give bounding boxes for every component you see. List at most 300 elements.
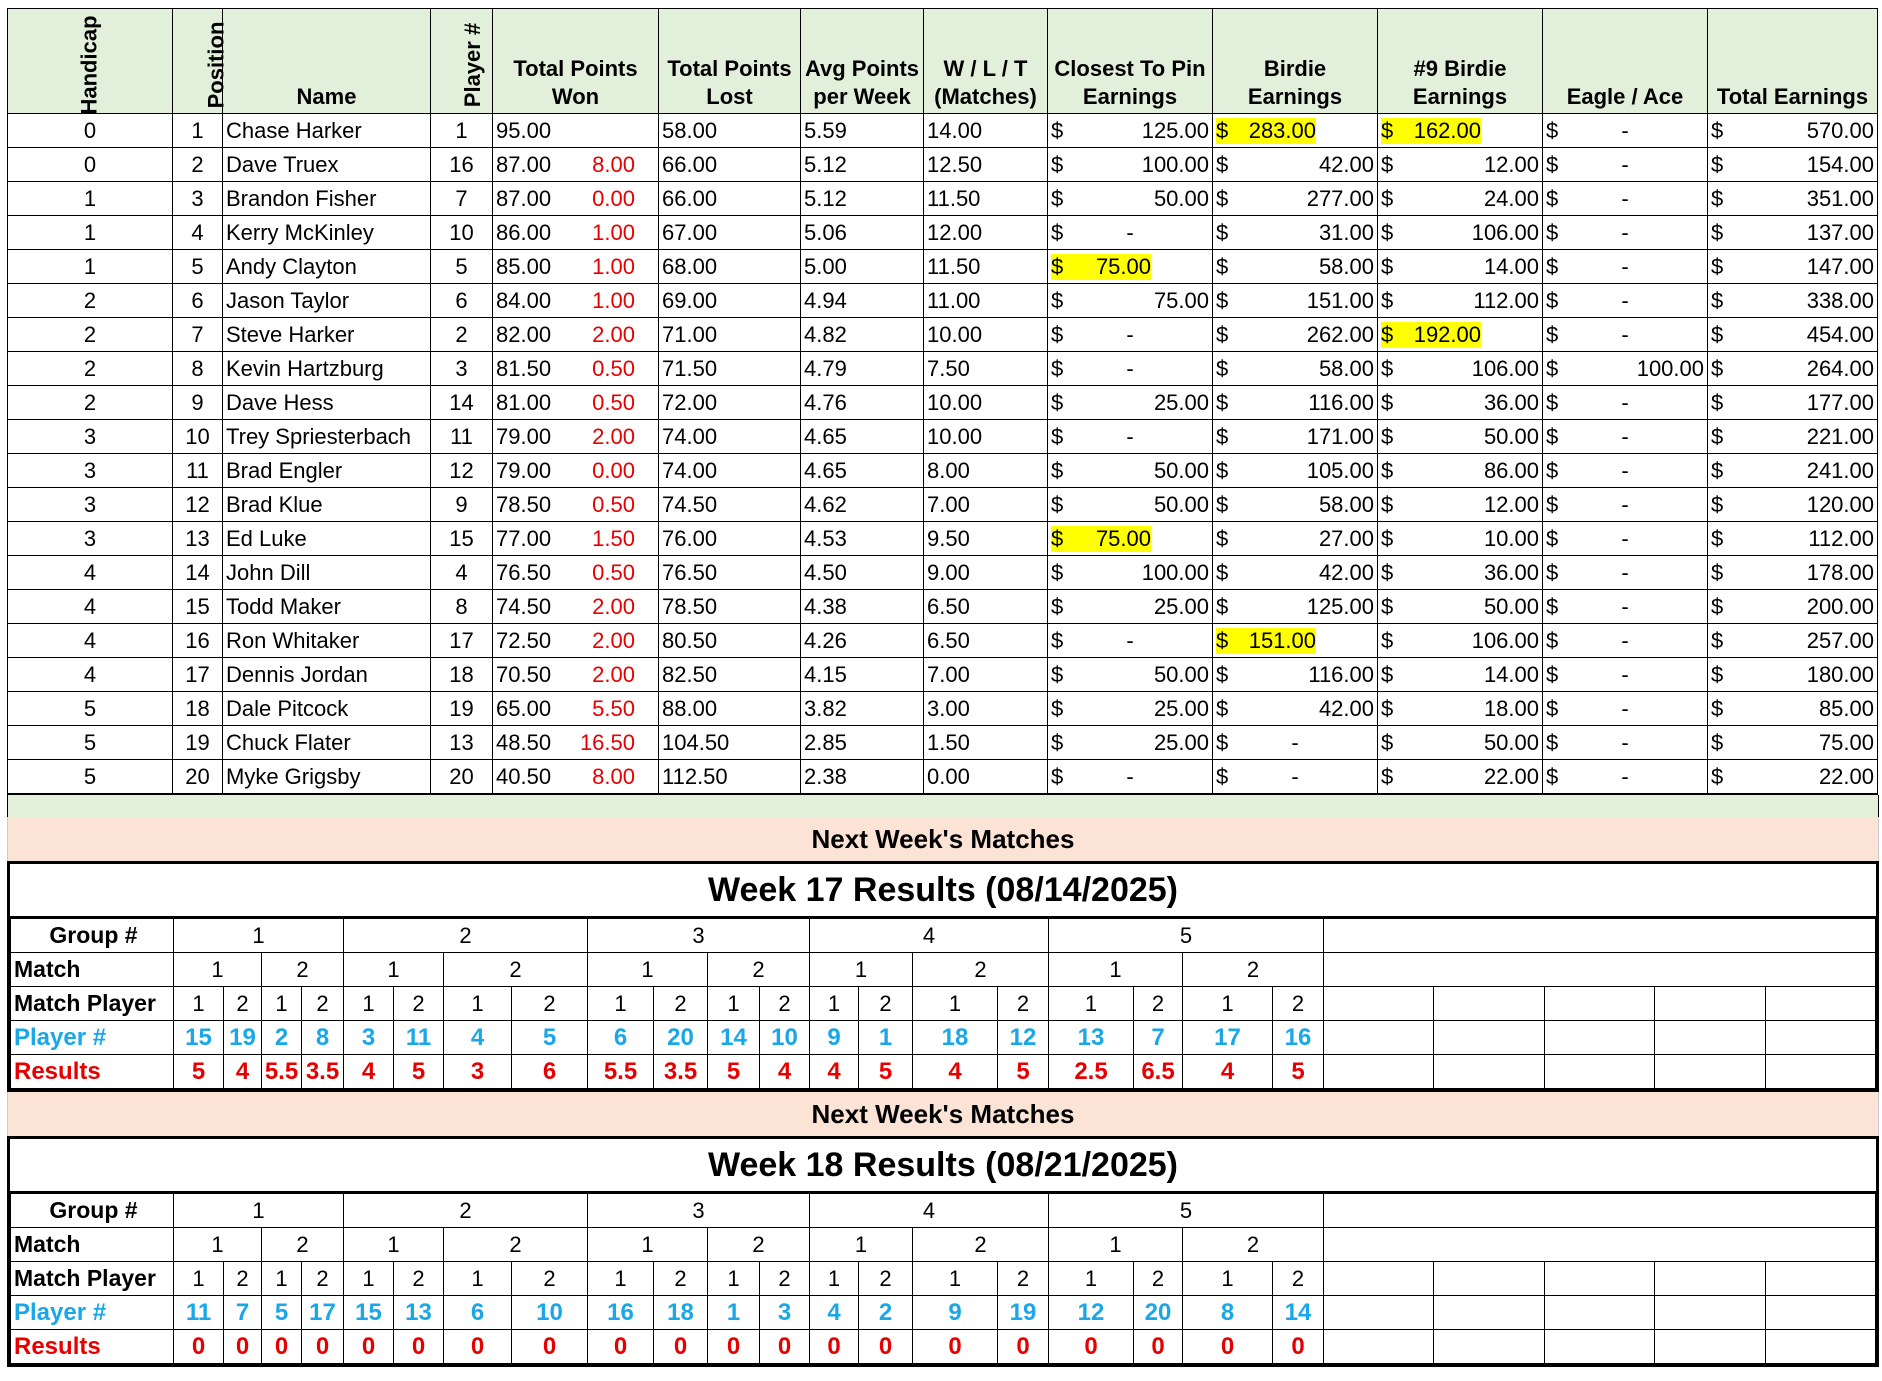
result-cell[interactable]: 4 [810, 1055, 859, 1089]
player-number-cell[interactable]: 16 [1273, 1021, 1324, 1055]
nine-birdie-cell[interactable] [1378, 114, 1543, 148]
header-name[interactable]: Name [223, 9, 431, 114]
player-number-cell[interactable]: 15 [344, 1296, 394, 1330]
player-number-cell[interactable]: 17 [431, 624, 493, 658]
player-number-cell[interactable]: 4 [431, 556, 493, 590]
total-earnings-cell[interactable] [1708, 658, 1878, 692]
player-number-cell[interactable]: 12 [1049, 1296, 1134, 1330]
points-won-cell[interactable] [493, 522, 659, 556]
match-player-cell[interactable]: 1 [1049, 987, 1134, 1021]
match-player-cell[interactable]: 1 [708, 987, 760, 1021]
player-number-cell[interactable]: 13 [1049, 1021, 1134, 1055]
wlt-cell[interactable]: 10.00 [924, 420, 1048, 454]
header-handicap[interactable]: Handicap [8, 9, 173, 114]
name-cell[interactable]: Kerry McKinley [223, 216, 431, 250]
player-number-cell[interactable]: 10 [760, 1021, 810, 1055]
player-number-cell[interactable]: 14 [431, 386, 493, 420]
name-cell[interactable]: Dave Truex [223, 148, 431, 182]
points-lost-cell[interactable]: 68.00 [659, 250, 801, 284]
name-cell[interactable]: Chase Harker [223, 114, 431, 148]
avg-points-cell[interactable]: 5.06 [801, 216, 924, 250]
player-number-cell[interactable]: 5 [431, 250, 493, 284]
match-cell[interactable]: 2 [913, 953, 1049, 987]
avg-points-cell[interactable]: 4.82 [801, 318, 924, 352]
position-cell[interactable]: 9 [173, 386, 223, 420]
points-won-cell[interactable] [493, 216, 659, 250]
match-player-cell[interactable]: 2 [998, 1262, 1049, 1296]
player-number-cell[interactable]: 4 [444, 1021, 512, 1055]
points-lost-cell[interactable]: 58.00 [659, 114, 801, 148]
closest-to-pin-cell[interactable] [1048, 726, 1213, 760]
header-avg-points[interactable]: Avg Points per Week [801, 9, 924, 114]
total-earnings-cell[interactable] [1708, 488, 1878, 522]
player-number-cell[interactable]: 20 [654, 1021, 708, 1055]
closest-to-pin-cell[interactable] [1048, 692, 1213, 726]
nine-birdie-cell[interactable] [1378, 590, 1543, 624]
match-player-cell[interactable]: 2 [512, 987, 588, 1021]
match-player-cell[interactable]: 1 [708, 1262, 760, 1296]
total-earnings-cell[interactable] [1708, 386, 1878, 420]
group-cell[interactable]: 2 [344, 1194, 588, 1228]
match-player-cell[interactable]: 2 [302, 1262, 344, 1296]
handicap-cell[interactable]: 4 [8, 624, 173, 658]
points-lost-cell[interactable]: 76.50 [659, 556, 801, 590]
match-player-cell[interactable]: 2 [859, 987, 913, 1021]
match-player-cell[interactable]: 2 [654, 987, 708, 1021]
empty-cell[interactable] [1765, 987, 1875, 1021]
player-number-cell[interactable]: 19 [998, 1296, 1049, 1330]
player-number-cell[interactable]: 19 [431, 692, 493, 726]
match-player-cell[interactable]: 2 [224, 987, 262, 1021]
total-earnings-cell[interactable] [1708, 624, 1878, 658]
total-earnings-cell[interactable] [1708, 522, 1878, 556]
birdie-earnings-cell[interactable] [1213, 590, 1378, 624]
points-won-cell[interactable] [493, 182, 659, 216]
wlt-cell[interactable]: 7.00 [924, 488, 1048, 522]
points-won-cell[interactable] [493, 556, 659, 590]
player-number-cell[interactable]: 7 [224, 1296, 262, 1330]
result-cell[interactable]: 3.5 [302, 1055, 344, 1089]
name-cell[interactable]: Brad Klue [223, 488, 431, 522]
player-number-cell[interactable]: 2 [859, 1296, 913, 1330]
points-lost-cell[interactable]: 88.00 [659, 692, 801, 726]
player-number-cell[interactable]: 7 [1134, 1021, 1183, 1055]
empty-cell[interactable] [1655, 1262, 1765, 1296]
handicap-cell[interactable]: 1 [8, 250, 173, 284]
wlt-cell[interactable]: 12.50 [924, 148, 1048, 182]
points-won-cell[interactable] [493, 420, 659, 454]
name-cell[interactable]: Dennis Jordan [223, 658, 431, 692]
closest-to-pin-cell[interactable] [1048, 556, 1213, 590]
result-cell[interactable]: 6.5 [1134, 1055, 1183, 1089]
total-earnings-cell[interactable] [1708, 352, 1878, 386]
eagle-ace-cell[interactable] [1543, 522, 1708, 556]
handicap-cell[interactable]: 0 [8, 148, 173, 182]
match-player-cell[interactable]: 2 [760, 987, 810, 1021]
eagle-ace-cell[interactable] [1543, 488, 1708, 522]
header-position[interactable]: Position [173, 9, 223, 114]
group-cell[interactable]: 4 [810, 919, 1049, 953]
nine-birdie-cell[interactable] [1378, 726, 1543, 760]
empty-cell[interactable] [1765, 1021, 1875, 1055]
eagle-ace-cell[interactable] [1543, 726, 1708, 760]
total-earnings-cell[interactable] [1708, 284, 1878, 318]
result-cell[interactable]: 0 [444, 1330, 512, 1364]
empty-cell[interactable] [1324, 987, 1434, 1021]
handicap-cell[interactable]: 2 [8, 318, 173, 352]
eagle-ace-cell[interactable] [1543, 760, 1708, 795]
total-earnings-cell[interactable] [1708, 148, 1878, 182]
empty-cell[interactable] [1434, 1021, 1544, 1055]
result-cell[interactable]: 3.5 [654, 1055, 708, 1089]
position-cell[interactable]: 2 [173, 148, 223, 182]
match-player-cell[interactable]: 2 [512, 1262, 588, 1296]
birdie-earnings-cell[interactable] [1213, 726, 1378, 760]
birdie-earnings-cell[interactable] [1213, 250, 1378, 284]
birdie-earnings-cell[interactable] [1213, 624, 1378, 658]
name-cell[interactable]: Andy Clayton [223, 250, 431, 284]
match-cell[interactable]: 2 [708, 1228, 810, 1262]
player-number-cell[interactable]: 6 [444, 1296, 512, 1330]
points-lost-cell[interactable]: 67.00 [659, 216, 801, 250]
match-player-cell[interactable]: 2 [760, 1262, 810, 1296]
nine-birdie-cell[interactable] [1378, 624, 1543, 658]
name-cell[interactable]: Kevin Hartzburg [223, 352, 431, 386]
birdie-earnings-cell[interactable] [1213, 556, 1378, 590]
nine-birdie-cell[interactable] [1378, 420, 1543, 454]
position-cell[interactable]: 8 [173, 352, 223, 386]
match-player-cell[interactable]: 1 [174, 1262, 224, 1296]
points-lost-cell[interactable]: 74.00 [659, 420, 801, 454]
total-earnings-cell[interactable] [1708, 250, 1878, 284]
avg-points-cell[interactable]: 4.38 [801, 590, 924, 624]
player-number-cell[interactable]: 1 [708, 1296, 760, 1330]
player-number-cell[interactable]: 6 [588, 1021, 654, 1055]
result-cell[interactable]: 3 [444, 1055, 512, 1089]
match-player-cell[interactable]: 2 [654, 1262, 708, 1296]
eagle-ace-cell[interactable] [1543, 624, 1708, 658]
wlt-cell[interactable]: 14.00 [924, 114, 1048, 148]
points-won-cell[interactable] [493, 454, 659, 488]
match-cell[interactable]: 1 [174, 953, 262, 987]
group-cell[interactable]: 5 [1049, 1194, 1324, 1228]
birdie-earnings-cell[interactable] [1213, 284, 1378, 318]
player-number-cell[interactable]: 14 [708, 1021, 760, 1055]
closest-to-pin-cell[interactable] [1048, 522, 1213, 556]
avg-points-cell[interactable]: 4.26 [801, 624, 924, 658]
handicap-cell[interactable]: 2 [8, 352, 173, 386]
empty-cell[interactable] [1655, 1330, 1765, 1364]
points-won-cell[interactable] [493, 590, 659, 624]
result-cell[interactable]: 0 [1134, 1330, 1183, 1364]
avg-points-cell[interactable]: 4.79 [801, 352, 924, 386]
empty-cell[interactable] [1765, 1330, 1875, 1364]
player-number-cell[interactable]: 2 [431, 318, 493, 352]
player-number-cell[interactable]: 6 [431, 284, 493, 318]
eagle-ace-cell[interactable] [1543, 454, 1708, 488]
name-cell[interactable]: Ed Luke [223, 522, 431, 556]
avg-points-cell[interactable]: 5.59 [801, 114, 924, 148]
avg-points-cell[interactable]: 4.65 [801, 420, 924, 454]
total-earnings-cell[interactable] [1708, 216, 1878, 250]
result-cell[interactable]: 0 [708, 1330, 760, 1364]
player-number-cell[interactable]: 5 [512, 1021, 588, 1055]
match-player-cell[interactable]: 2 [859, 1262, 913, 1296]
result-cell[interactable]: 5.5 [262, 1055, 302, 1089]
birdie-earnings-cell[interactable] [1213, 114, 1378, 148]
match-player-cell[interactable]: 1 [1049, 1262, 1134, 1296]
player-number-cell[interactable]: 20 [431, 760, 493, 795]
closest-to-pin-cell[interactable] [1048, 148, 1213, 182]
closest-to-pin-cell[interactable] [1048, 318, 1213, 352]
birdie-earnings-cell[interactable] [1213, 658, 1378, 692]
avg-points-cell[interactable]: 5.12 [801, 182, 924, 216]
handicap-cell[interactable]: 5 [8, 760, 173, 795]
match-cell[interactable]: 1 [1049, 1228, 1183, 1262]
points-lost-cell[interactable]: 74.50 [659, 488, 801, 522]
group-cell[interactable]: 4 [810, 1194, 1049, 1228]
nine-birdie-cell[interactable] [1378, 318, 1543, 352]
nine-birdie-cell[interactable] [1378, 522, 1543, 556]
header-birdie-earnings[interactable]: Birdie Earnings [1213, 9, 1378, 114]
total-earnings-cell[interactable] [1708, 318, 1878, 352]
header-total-earnings[interactable]: Total Earnings [1708, 9, 1878, 114]
header-closest-to-pin[interactable]: Closest To Pin Earnings [1048, 9, 1213, 114]
wlt-cell[interactable]: 12.00 [924, 216, 1048, 250]
result-cell[interactable]: 0 [760, 1330, 810, 1364]
result-cell[interactable]: 0 [224, 1330, 262, 1364]
position-cell[interactable]: 6 [173, 284, 223, 318]
nine-birdie-cell[interactable] [1378, 658, 1543, 692]
match-player-cell[interactable]: 1 [444, 1262, 512, 1296]
empty-cell[interactable] [1544, 1021, 1654, 1055]
empty-cell[interactable] [1655, 1055, 1765, 1089]
match-player-cell[interactable]: 2 [224, 1262, 262, 1296]
avg-points-cell[interactable]: 2.38 [801, 760, 924, 795]
player-number-cell[interactable]: 11 [174, 1296, 224, 1330]
match-player-cell[interactable]: 1 [1183, 987, 1273, 1021]
empty-cell[interactable] [1324, 1194, 1876, 1228]
eagle-ace-cell[interactable] [1543, 318, 1708, 352]
handicap-cell[interactable]: 0 [8, 114, 173, 148]
closest-to-pin-cell[interactable] [1048, 352, 1213, 386]
closest-to-pin-cell[interactable] [1048, 250, 1213, 284]
player-number-cell[interactable]: 11 [431, 420, 493, 454]
wlt-cell[interactable]: 11.50 [924, 250, 1048, 284]
handicap-cell[interactable]: 5 [8, 726, 173, 760]
empty-cell[interactable] [1434, 1330, 1544, 1364]
wlt-cell[interactable]: 9.50 [924, 522, 1048, 556]
match-cell[interactable]: 1 [810, 1228, 913, 1262]
match-player-cell[interactable]: 1 [1183, 1262, 1273, 1296]
empty-cell[interactable] [1324, 1330, 1434, 1364]
handicap-cell[interactable]: 4 [8, 556, 173, 590]
match-player-cell[interactable]: 2 [394, 987, 444, 1021]
position-cell[interactable]: 5 [173, 250, 223, 284]
match-player-cell[interactable]: 1 [444, 987, 512, 1021]
nine-birdie-cell[interactable] [1378, 556, 1543, 590]
handicap-cell[interactable]: 2 [8, 284, 173, 318]
player-number-cell[interactable]: 8 [431, 590, 493, 624]
name-cell[interactable]: Brad Engler [223, 454, 431, 488]
eagle-ace-cell[interactable] [1543, 658, 1708, 692]
match-cell[interactable]: 2 [1183, 953, 1324, 987]
points-won-cell[interactable] [493, 284, 659, 318]
closest-to-pin-cell[interactable] [1048, 454, 1213, 488]
position-cell[interactable]: 10 [173, 420, 223, 454]
result-cell[interactable]: 0 [1049, 1330, 1134, 1364]
points-won-cell[interactable] [493, 352, 659, 386]
name-cell[interactable]: Jason Taylor [223, 284, 431, 318]
result-cell[interactable]: 0 [174, 1330, 224, 1364]
total-earnings-cell[interactable] [1708, 114, 1878, 148]
eagle-ace-cell[interactable] [1543, 114, 1708, 148]
header-player-number[interactable]: Player # [431, 9, 493, 114]
wlt-cell[interactable]: 1.50 [924, 726, 1048, 760]
player-number-cell[interactable]: 7 [431, 182, 493, 216]
points-lost-cell[interactable]: 104.50 [659, 726, 801, 760]
match-player-cell[interactable]: 1 [344, 1262, 394, 1296]
position-cell[interactable]: 3 [173, 182, 223, 216]
name-cell[interactable]: Steve Harker [223, 318, 431, 352]
player-number-cell[interactable]: 13 [394, 1296, 444, 1330]
position-cell[interactable]: 19 [173, 726, 223, 760]
match-player-cell[interactable]: 1 [588, 1262, 654, 1296]
wlt-cell[interactable]: 7.50 [924, 352, 1048, 386]
result-cell[interactable]: 5 [174, 1055, 224, 1089]
player-number-cell[interactable]: 17 [1183, 1021, 1273, 1055]
birdie-earnings-cell[interactable] [1213, 216, 1378, 250]
player-number-cell[interactable]: 12 [431, 454, 493, 488]
player-number-cell[interactable]: 16 [588, 1296, 654, 1330]
empty-cell[interactable] [1544, 1262, 1654, 1296]
empty-cell[interactable] [1434, 987, 1544, 1021]
position-cell[interactable]: 17 [173, 658, 223, 692]
result-cell[interactable]: 0 [1273, 1330, 1324, 1364]
points-lost-cell[interactable]: 69.00 [659, 284, 801, 318]
match-player-cell[interactable]: 1 [588, 987, 654, 1021]
nine-birdie-cell[interactable] [1378, 148, 1543, 182]
match-player-cell[interactable]: 1 [344, 987, 394, 1021]
result-cell[interactable]: 4 [344, 1055, 394, 1089]
closest-to-pin-cell[interactable] [1048, 590, 1213, 624]
avg-points-cell[interactable]: 4.65 [801, 454, 924, 488]
birdie-earnings-cell[interactable] [1213, 182, 1378, 216]
player-number-cell[interactable]: 3 [431, 352, 493, 386]
player-number-cell[interactable]: 18 [431, 658, 493, 692]
match-cell[interactable]: 2 [262, 953, 344, 987]
avg-points-cell[interactable]: 4.94 [801, 284, 924, 318]
closest-to-pin-cell[interactable] [1048, 420, 1213, 454]
empty-cell[interactable] [1765, 1055, 1875, 1089]
empty-cell[interactable] [1324, 1296, 1434, 1330]
avg-points-cell[interactable]: 4.15 [801, 658, 924, 692]
player-number-cell[interactable]: 11 [394, 1021, 444, 1055]
points-won-cell[interactable] [493, 726, 659, 760]
match-player-cell[interactable]: 1 [174, 987, 224, 1021]
name-cell[interactable]: John Dill [223, 556, 431, 590]
handicap-cell[interactable]: 4 [8, 590, 173, 624]
match-cell[interactable]: 1 [174, 1228, 262, 1262]
empty-cell[interactable] [1544, 1296, 1654, 1330]
player-number-cell[interactable]: 18 [913, 1021, 998, 1055]
avg-points-cell[interactable]: 4.62 [801, 488, 924, 522]
match-player-cell[interactable]: 2 [1134, 1262, 1183, 1296]
wlt-cell[interactable]: 3.00 [924, 692, 1048, 726]
points-lost-cell[interactable]: 112.50 [659, 760, 801, 795]
eagle-ace-cell[interactable] [1543, 148, 1708, 182]
name-cell[interactable]: Dale Pitcock [223, 692, 431, 726]
position-cell[interactable]: 4 [173, 216, 223, 250]
avg-points-cell[interactable]: 3.82 [801, 692, 924, 726]
position-cell[interactable]: 7 [173, 318, 223, 352]
player-number-cell[interactable]: 13 [431, 726, 493, 760]
total-earnings-cell[interactable] [1708, 182, 1878, 216]
player-number-cell[interactable]: 10 [512, 1296, 588, 1330]
empty-cell[interactable] [1544, 1330, 1654, 1364]
birdie-earnings-cell[interactable] [1213, 318, 1378, 352]
player-number-cell[interactable]: 5 [262, 1296, 302, 1330]
position-cell[interactable]: 14 [173, 556, 223, 590]
player-number-cell[interactable]: 16 [431, 148, 493, 182]
result-cell[interactable]: 0 [262, 1330, 302, 1364]
result-cell[interactable]: 0 [588, 1330, 654, 1364]
closest-to-pin-cell[interactable] [1048, 216, 1213, 250]
match-cell[interactable]: 2 [708, 953, 810, 987]
position-cell[interactable]: 16 [173, 624, 223, 658]
player-number-cell[interactable]: 9 [431, 488, 493, 522]
handicap-cell[interactable]: 1 [8, 182, 173, 216]
result-cell[interactable]: 5 [998, 1055, 1049, 1089]
wlt-cell[interactable]: 11.50 [924, 182, 1048, 216]
handicap-cell[interactable]: 3 [8, 522, 173, 556]
group-cell[interactable]: 1 [174, 919, 344, 953]
result-cell[interactable]: 0 [344, 1330, 394, 1364]
player-number-cell[interactable]: 19 [224, 1021, 262, 1055]
wlt-cell[interactable]: 9.00 [924, 556, 1048, 590]
points-lost-cell[interactable]: 76.00 [659, 522, 801, 556]
name-cell[interactable]: Todd Maker [223, 590, 431, 624]
player-number-cell[interactable]: 12 [998, 1021, 1049, 1055]
points-lost-cell[interactable]: 66.00 [659, 182, 801, 216]
result-cell[interactable]: 0 [1183, 1330, 1273, 1364]
points-won-cell[interactable] [493, 114, 659, 148]
player-number-cell[interactable]: 4 [810, 1296, 859, 1330]
match-player-cell[interactable]: 2 [998, 987, 1049, 1021]
closest-to-pin-cell[interactable] [1048, 182, 1213, 216]
nine-birdie-cell[interactable] [1378, 692, 1543, 726]
result-cell[interactable]: 4 [224, 1055, 262, 1089]
closest-to-pin-cell[interactable] [1048, 488, 1213, 522]
closest-to-pin-cell[interactable] [1048, 284, 1213, 318]
points-lost-cell[interactable]: 72.00 [659, 386, 801, 420]
eagle-ace-cell[interactable] [1543, 556, 1708, 590]
total-earnings-cell[interactable] [1708, 726, 1878, 760]
player-number-cell[interactable]: 1 [859, 1021, 913, 1055]
empty-cell[interactable] [1324, 1228, 1876, 1262]
wlt-cell[interactable]: 11.00 [924, 284, 1048, 318]
header-nine-birdie[interactable]: #9 Birdie Earnings [1378, 9, 1543, 114]
match-player-cell[interactable]: 1 [262, 987, 302, 1021]
result-cell[interactable]: 0 [998, 1330, 1049, 1364]
result-cell[interactable]: 4 [760, 1055, 810, 1089]
points-won-cell[interactable] [493, 386, 659, 420]
points-lost-cell[interactable]: 71.00 [659, 318, 801, 352]
total-earnings-cell[interactable] [1708, 420, 1878, 454]
points-won-cell[interactable] [493, 488, 659, 522]
points-won-cell[interactable] [493, 250, 659, 284]
match-cell[interactable]: 1 [344, 1228, 444, 1262]
